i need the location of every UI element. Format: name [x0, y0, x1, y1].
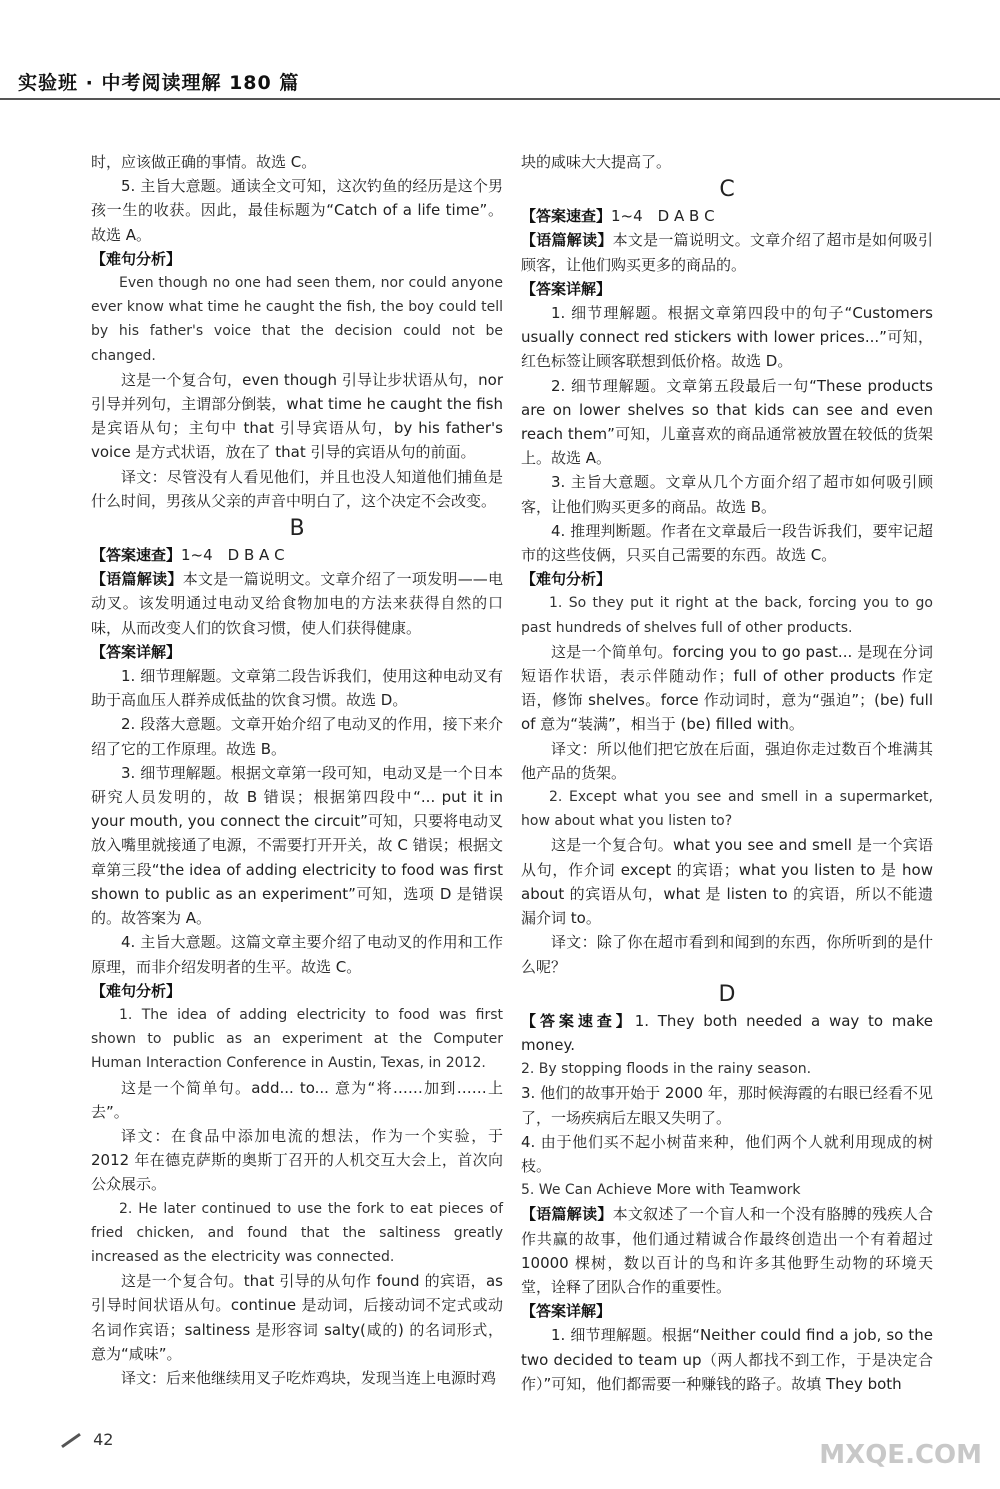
- paragraph: 这是一个复合句。that 引导的从句作 found 的宾语，as 引导时间状语从句。continue 是动词，后接动词不定式或动名词作宾语；saltiness 是形容词 salty(咸的) 的名词形式，意为“咸味”。: [91, 1272, 503, 1363]
- paragraph: 块的咸味大大提高了。: [521, 153, 672, 171]
- bracket-tag: 【答案速查】: [521, 207, 612, 226]
- paragraph: 时，应该做正确的事情。故选 C。: [91, 153, 317, 171]
- tagged-paragraph: [521, 1009, 933, 1057]
- answer-line: 2. By stopping floods in the rainy season.: [521, 1061, 812, 1078]
- paragraph-text: 本文是一篇说明文。文章介绍了一项发明——电动叉。该发明通过电动叉给食物加电的方法来获得自然的口味，从而改变人们的饮食习惯，使人们获得健康。: [91, 570, 503, 637]
- answer-line: 5. We Can Achieve More with Teamwork: [521, 1182, 801, 1199]
- section-heading: D: [718, 981, 736, 1007]
- bracket-tag: 【答案速查】: [91, 546, 182, 565]
- bracket-tag: 【答案速查】: [521, 1011, 635, 1030]
- bracket-tag: 【语篇解读】: [521, 1205, 613, 1224]
- bracket-tag: 【语篇解读】: [91, 570, 183, 589]
- paragraph: 这是一个复合句，even though 引导让步状语从句，nor 引导并列句，主谓部分倒装，what time he caught the fish 是宾语从句；主句中 that 引导宾语从句，by his father's voice 是方式状语，放在了 that 引导的宾语从句的前面。: [91, 370, 503, 462]
- english-sentence: 2. He later continued to use the fork to eat pieces of fried chicken, and found that the saltiness greatly increased as the electricity was connected.: [91, 1200, 503, 1265]
- watermark-logo: MXQE.COM: [819, 1440, 982, 1470]
- paragraph: 5. 主旨大意题。通读全文可知，这次钓鱼的经历是这个男孩一生的收获。因此，最佳标题为“Catch of a life time”。故选 A。: [91, 177, 503, 244]
- bracket-tag: 【答案详解】: [91, 642, 182, 661]
- paragraph: 译文：在食品中添加电流的想法，作为一个实验，于 2012 年在德克萨斯的奥斯丁召开的人机交互大会上，首次向公众展示。: [91, 1126, 503, 1194]
- english-sentence: 1. The idea of adding electricity to food was first shown to public as an experiment at the Computer Human Interaction Conference in Austin, Texas, in 2012.: [91, 1006, 503, 1072]
- paragraph: 1. 细节理解题。文章第二段告诉我们，使用这种电动叉有助于高血压人群养成低盐的饮食习惯。故选 D。: [91, 667, 503, 710]
- paragraph: 4. 主旨大意题。这篇文章主要介绍了电动叉的作用和工作原理，而非介绍发明者的生平。故选 C。: [91, 933, 503, 976]
- page-number: 42: [93, 1430, 114, 1449]
- paragraph: 这是一个简单句。add... to... 意为“将……加到……上去”。: [91, 1078, 503, 1121]
- paragraph: 译文：尽管没有人看见他们，并且也没人知道他们捕鱼是什么时间，男孩从父亲的声音中明白了，这个决定不会改变。: [91, 467, 503, 510]
- paragraph-text: 1. They both needed a way to make money.: [521, 1011, 933, 1054]
- paragraph-text: 本文是一篇说明文。文章介绍了超市是如何吸引顾客，让他们购买更多的商品的。: [521, 231, 933, 274]
- paragraph: 4. 由于他们买不起小树苗来种，他们两个人就利用现成的树枝。: [521, 1132, 933, 1175]
- left-column: [91, 150, 503, 1390]
- bracket-tag: 【难句分析】: [91, 249, 182, 268]
- bracket-tag: 【答案详解】: [521, 279, 612, 298]
- tagged-paragraph: [521, 228, 933, 276]
- paragraph: 3. 细节理解题。根据文章第一段可知，电动叉是一个日本研究人员发明的，故 B 错误；根据第四段中“... put it in your mouth, you connect the circuit”可知，只要将电动叉放入嘴里就接通了电源，不需要打开开关，故 C 错误；根据文章第三段“the idea of adding electricity to food was first shown to public as an experiment”可知，选项 D 是错误的。故答案为 A。: [91, 763, 503, 928]
- bracket-tag: 【语篇解读】: [521, 231, 613, 250]
- header-rule: [0, 98, 1000, 100]
- paragraph-text: 本文叙述了一个盲人和一个没有胳膊的残疾人合作共赢的故事，他们通过精诚合作最终创造出一个有着超过 10000 棵树，数以百计的鸟和许多其他野生动物的环境天堂，诠释了团队合作的重要性。: [521, 1205, 933, 1296]
- paragraph: 译文：后来他继续用叉子吃炸鸡块，发现当连上电源时鸡: [121, 1368, 497, 1387]
- running-header: 实验班 · 中考阅读理解 180 篇: [18, 72, 300, 94]
- paragraph: 4. 推理判断题。作者在文章最后一段告诉我们，要牢记超市的这些伎俩，只买自己需要的东西。故选 C。: [521, 521, 933, 565]
- paragraph-text: 1~4 D B A C: [181, 546, 285, 565]
- paragraph-text: 1~4 D A B C: [611, 207, 715, 226]
- page-footer: [60, 1430, 113, 1449]
- bracket-tag: 【难句分析】: [91, 981, 182, 1000]
- bracket-tag: 【难句分析】: [521, 570, 612, 589]
- paragraph: 译文：除了你在超市看到和闻到的东西，你所听到的是什么呢？: [521, 933, 933, 976]
- tagged-paragraph: [91, 543, 503, 567]
- english-sentence: 1. So they put it right at the back, forcing you to go past hundreds of shelves full of other products.: [521, 595, 933, 636]
- paragraph: 3. 主旨大意题。文章从几个方面介绍了超市如何吸引顾客，让他们购买更多的商品。故选 B。: [521, 473, 933, 516]
- paragraph: 1. 细节理解题。根据文章第四段中的句子“Customers usually connect red stickers with lower prices...”可知，红色标签让顾客联想到低价格。故选 D。: [521, 304, 933, 371]
- paragraph: 2. 段落大意题。文章开始介绍了电动叉的作用，接下来介绍了它的工作原理。故选 B。: [91, 715, 503, 758]
- paragraph: 3. 他们的故事开始于 2000 年，那时候海霞的右眼已经看不见了，一场疾病后左眼又失明了。: [521, 1084, 933, 1127]
- right-column: [521, 150, 933, 1396]
- section-heading: B: [289, 516, 305, 542]
- english-sentence: 2. Except what you see and smell in a supermarket, how about what you listen to?: [521, 789, 933, 830]
- paragraph: 2. 细节理解题。文章第五段最后一句“These products are on lower shelves so that kids can see and even reach them”可知，儿童喜欢的商品通常被放置在较低的货架上。故选 A。: [521, 376, 933, 468]
- section-heading: C: [719, 177, 735, 203]
- paragraph: 这是一个简单句。forcing you to go past... 是现在分词短语作状语，表示伴随动作；full of other products 作定语，修饰 shelves。force 作动词时，意为“强迫”；(be) full of 意为“装满”，相当于 (be) filled with。: [521, 642, 933, 734]
- paragraph: 1. 细节理解题。根据“Neither could find a job, so the two decided to team up（两人都找不到工作，于是决定合作）”可知，他们都需要一种赚钱的路子。故填 They both: [521, 1326, 933, 1393]
- pen-icon: [61, 1433, 81, 1448]
- tagged-paragraph: [91, 567, 503, 640]
- english-sentence: Even though no one had seen them, nor could anyone ever know what time he caught the fish, the boy could tell by his father's voice that the decision could not be changed.: [91, 275, 503, 364]
- tagged-paragraph: [521, 204, 933, 228]
- paragraph: 译文：所以他们把它放在后面，强迫你走过数百个堆满其他产品的货架。: [521, 739, 933, 782]
- paragraph: 这是一个复合句。what you see and smell 是一个宾语从句，作介词 except 的宾语；what you listen to 是 how about 的宾语从句，what 是 listen to 的宾语，所以不能遗漏介词 to。: [521, 836, 933, 928]
- tagged-paragraph: [521, 1202, 933, 1299]
- bracket-tag: 【答案详解】: [521, 1302, 612, 1321]
